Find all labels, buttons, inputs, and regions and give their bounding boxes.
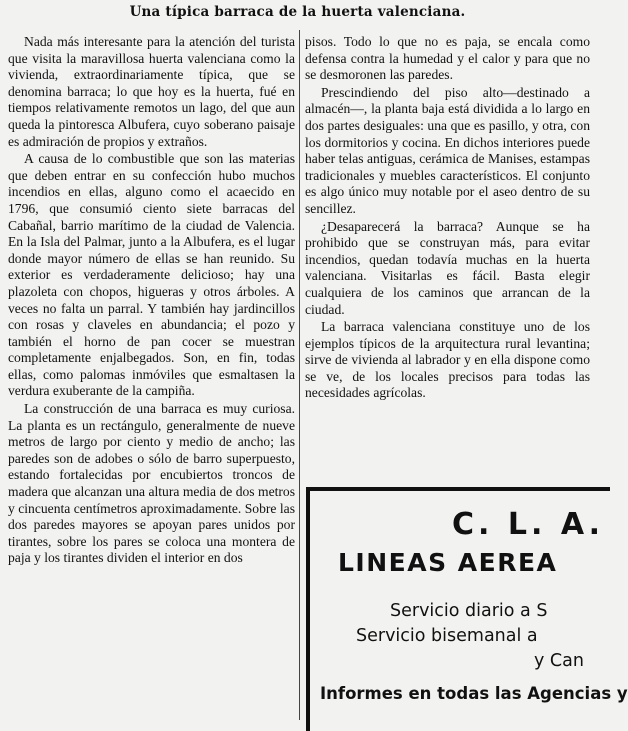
- article-paragraph-continuation: pisos. Todo lo que no es paja, se encala como defensa contra la humedad y el calor y para que no se desmoronen las paredes.: [305, 34, 590, 83]
- airline-advertisement: [306, 487, 628, 731]
- article-paragraph: Prescindiendo del piso alto—destinado a almacén—, la planta baja está dividida a lo largo en dos partes desiguales: una que es pasillo, y otra, con los dormitorios y cocina. En dichos interiores puede haber telas antiguas, cerámica de Manises, estampas tradicionales y muebles característicos. El conjunto es algo único muy notable por el aseo dentro de su sencillez.: [305, 84, 590, 216]
- ad-line: Servicio diario a S: [390, 601, 548, 621]
- article-title: Una típica barraca de la huerta valenciana.: [129, 4, 466, 20]
- ad-line: y Can: [534, 651, 584, 671]
- article-paragraph: ¿Desaparecerá la barraca? Aunque se ha prohibido que se construyan más, para evitar incendios, quedan todavía muchas en la huerta valenciana. Visitarlas es fácil. Basta elegir cualquiera de los caminos que arrancan de la ciudad.: [305, 218, 590, 317]
- article-right-column: [305, 34, 590, 484]
- ad-info-line: Informes en todas las Agencias y: [320, 684, 628, 703]
- article-left-column: [8, 34, 295, 719]
- column-divider: [299, 30, 300, 720]
- article-paragraph: La barraca valenciana constituye uno de los ejemplos típicos de la arquitectura rural levantina; sirve de vivienda al labrador y en ella dispone como se ve, de los locales precisos para todas las necesidades agrícolas.: [305, 319, 590, 401]
- article-paragraph: La construcción de una barraca es muy curiosa. La planta es un rectángulo, generalmente de nueve metros de largo por ciento y medio de ancho; las paredes son de adobes o sólo de barro superpuesto, estando fortalecidas por encubiertos troncos de madera que alcanzan una altura media de dos metros y cincuenta centímetros aproximadamente. Sobre las dos paredes mayores se apoyan pares unidos por tirantes, sobre los pares se coloca una montera de paja y los tirantes dividen el interior en dos: [8, 401, 295, 566]
- article-paragraph: Nada más interesante para la atención del turista que visita la maravillosa huerta valenciana como la vivienda, extraordinariamente típica, que se denomina barraca; lo que hoy es la huerta, fué en tiempos relativamente remotos un lago, del que aun queda la pintoresca Albufera, cuyo soberano paisaje es admiración de propios y extraños.: [8, 34, 295, 149]
- article-paragraph: A causa de lo combustible que son las materias que deben entrar en su confección hubo muchos incendios en ellas, alguno como el acaecido en 1796, que consumió ciento siete barracas del Cabañal, barrio marítimo de la ciudad de Valencia. En la Isla del Palmar, junto a la Albufera, es el lugar donde mayor número de ellas se han reunido. Su exterior es verdaderamente delicioso; hay una plazoleta con chopos, higueras y otros árboles. A veces no falta un parral. Y también hay jardincillos con rosas y claveles en abundancia; el pozo y también el horno de pan cocer se muestran completamente enjalbegados. Son, en fin, todas ellas, como palomas inmóviles que esmaltasen la verdura exuberante de la campiña.: [8, 151, 295, 399]
- ad-line: Servicio bisemanal a: [356, 626, 538, 646]
- ad-subtitle: LINEAS AEREA: [338, 548, 558, 577]
- ad-brand: C. L. A.: [452, 507, 604, 542]
